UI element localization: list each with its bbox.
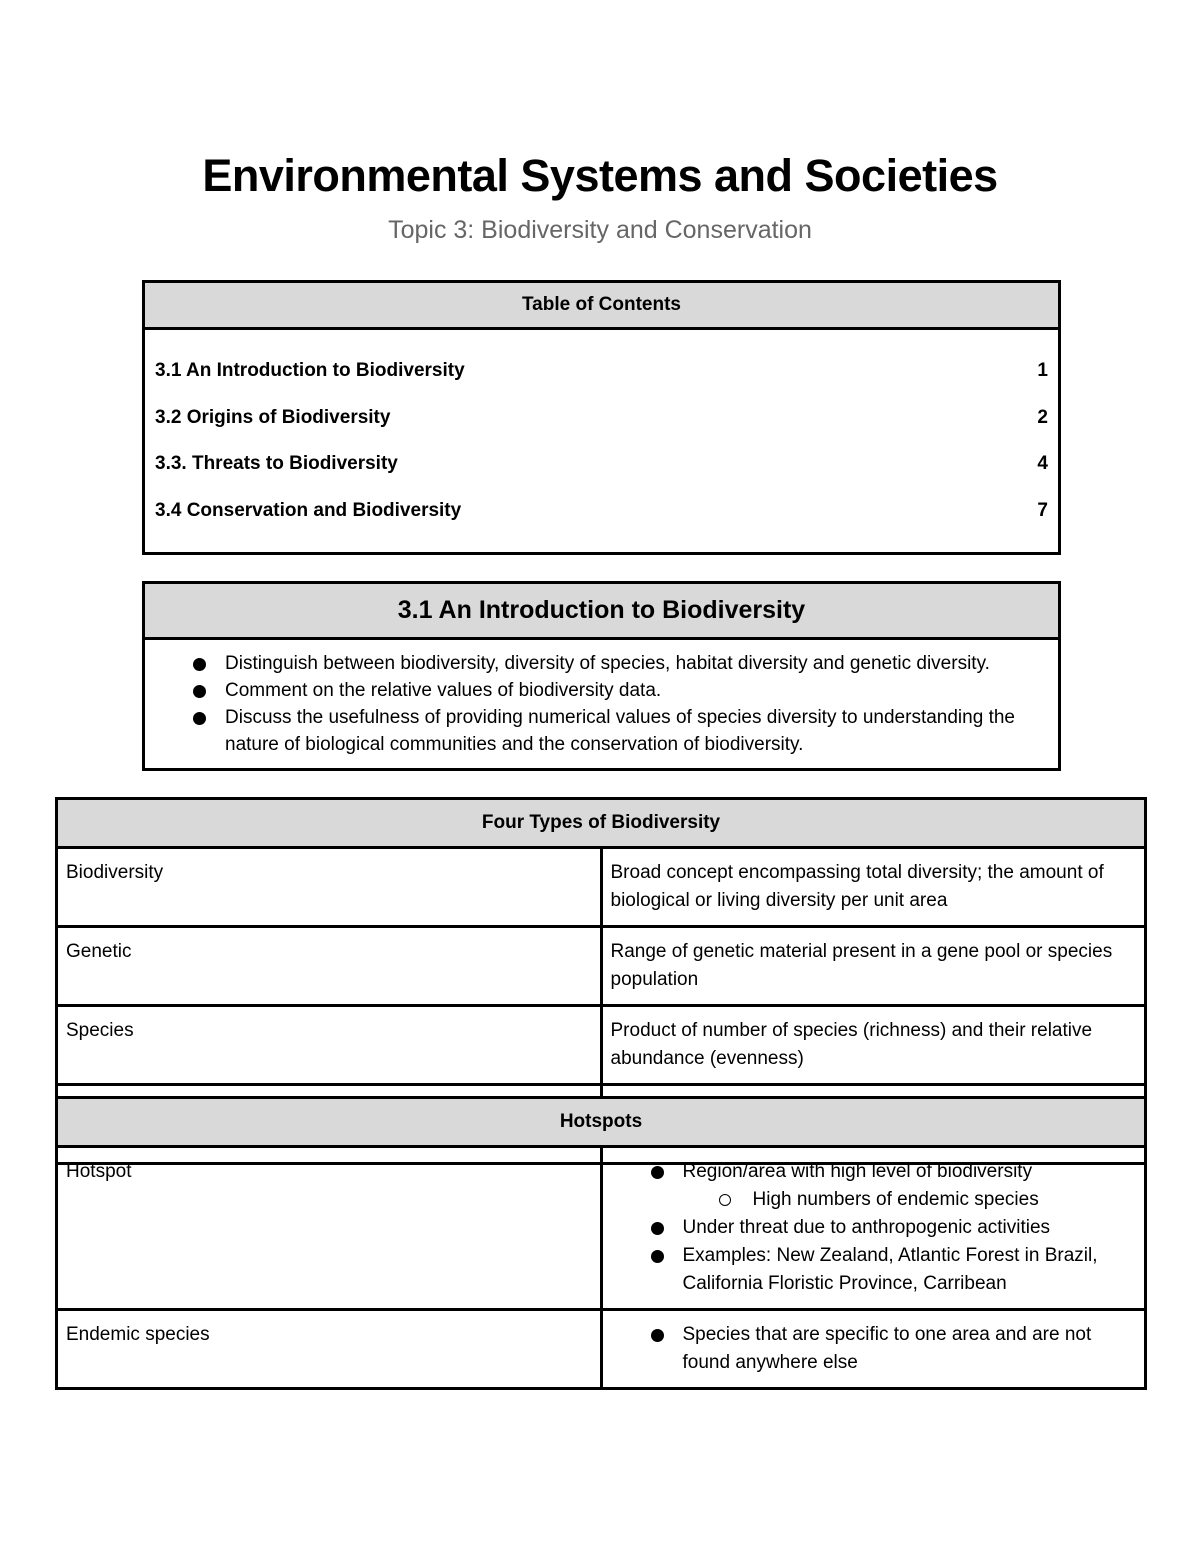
term-cell: Hotspot xyxy=(57,1147,602,1310)
objective-item: Distinguish between biodiversity, diversity of species, habitat diversity and genetic diversity. xyxy=(187,650,1048,677)
definition-list xyxy=(645,1158,1137,1298)
toc-body xyxy=(144,329,1060,554)
definition-item: Species that are specific to one area and are not found anywhere else xyxy=(645,1321,1137,1377)
hotspots-table xyxy=(55,1096,1147,1390)
definition-item-text: Region/area with high level of biodiversity xyxy=(682,1161,1033,1182)
table-of-contents xyxy=(142,280,1061,555)
section-heading: 3.1 An Introduction to Biodiversity xyxy=(144,583,1060,639)
sub-list xyxy=(683,1186,1137,1214)
definition-cell xyxy=(601,1310,1146,1389)
document-title: Environmental Systems and Societies xyxy=(202,150,998,201)
toc-item[interactable] xyxy=(155,360,1048,407)
objectives-body xyxy=(144,639,1060,770)
table-row xyxy=(57,1310,1146,1389)
term-cell: Genetic xyxy=(57,927,602,1006)
definition-cell: Product of number of species (richness) and their relative abundance (evenness) xyxy=(601,1006,1146,1085)
toc-item-label: 3.4 Conservation and Biodiversity xyxy=(155,499,462,521)
toc-item[interactable] xyxy=(155,407,1048,454)
definition-item: Examples: New Zealand, Atlantic Forest in Brazil, California Floristic Province, Carribean xyxy=(645,1242,1137,1298)
toc-heading: Table of Contents xyxy=(144,282,1060,329)
definition-item: Under threat due to anthropogenic activities xyxy=(645,1214,1137,1242)
sub-item: High numbers of endemic species xyxy=(717,1186,1137,1214)
definition-item xyxy=(645,1158,1137,1214)
toc-item-page: 1 xyxy=(1037,360,1048,381)
toc-item-label: 3.1 An Introduction to Biodiversity xyxy=(155,360,465,381)
definition-cell: Broad concept encompassing total diversity; the amount of biological or living diversity per unit area xyxy=(601,848,1146,927)
table-heading: Four Types of Biodiversity xyxy=(57,799,1146,848)
toc-item-page: 4 xyxy=(1037,453,1048,474)
table-row xyxy=(57,848,1146,927)
toc-item-label: 3.3. Threats to Biodiversity xyxy=(155,453,398,474)
definition-list xyxy=(645,1321,1137,1377)
toc-item[interactable] xyxy=(155,453,1048,500)
table-row xyxy=(57,1147,1146,1310)
objectives-list xyxy=(187,650,1048,758)
toc-item-label: 3.2 Origins of Biodiversity xyxy=(155,406,391,428)
document-subtitle: Topic 3: Biodiversity and Conservation xyxy=(388,216,812,244)
term-cell: Endemic species xyxy=(57,1310,602,1389)
objective-item: Comment on the relative values of biodiversity data. xyxy=(187,677,1048,704)
table-row xyxy=(57,1006,1146,1085)
toc-item[interactable] xyxy=(155,500,1048,547)
definition-cell xyxy=(601,1147,1146,1310)
table-row xyxy=(57,927,1146,1006)
section-objectives-box xyxy=(142,581,1061,771)
term-cell: Biodiversity xyxy=(57,848,602,927)
toc-item-page: 2 xyxy=(1037,406,1048,428)
objective-item: Discuss the usefulness of providing numerical values of species diversity to understanding the nature of biological communities and the conservation of biodiversity. xyxy=(187,704,1048,758)
toc-item-page: 7 xyxy=(1037,499,1048,521)
definition-cell: Range of genetic material present in a gene pool or species population xyxy=(601,927,1146,1006)
table-heading: Hotspots xyxy=(57,1098,1146,1147)
term-cell: Species xyxy=(57,1006,602,1085)
